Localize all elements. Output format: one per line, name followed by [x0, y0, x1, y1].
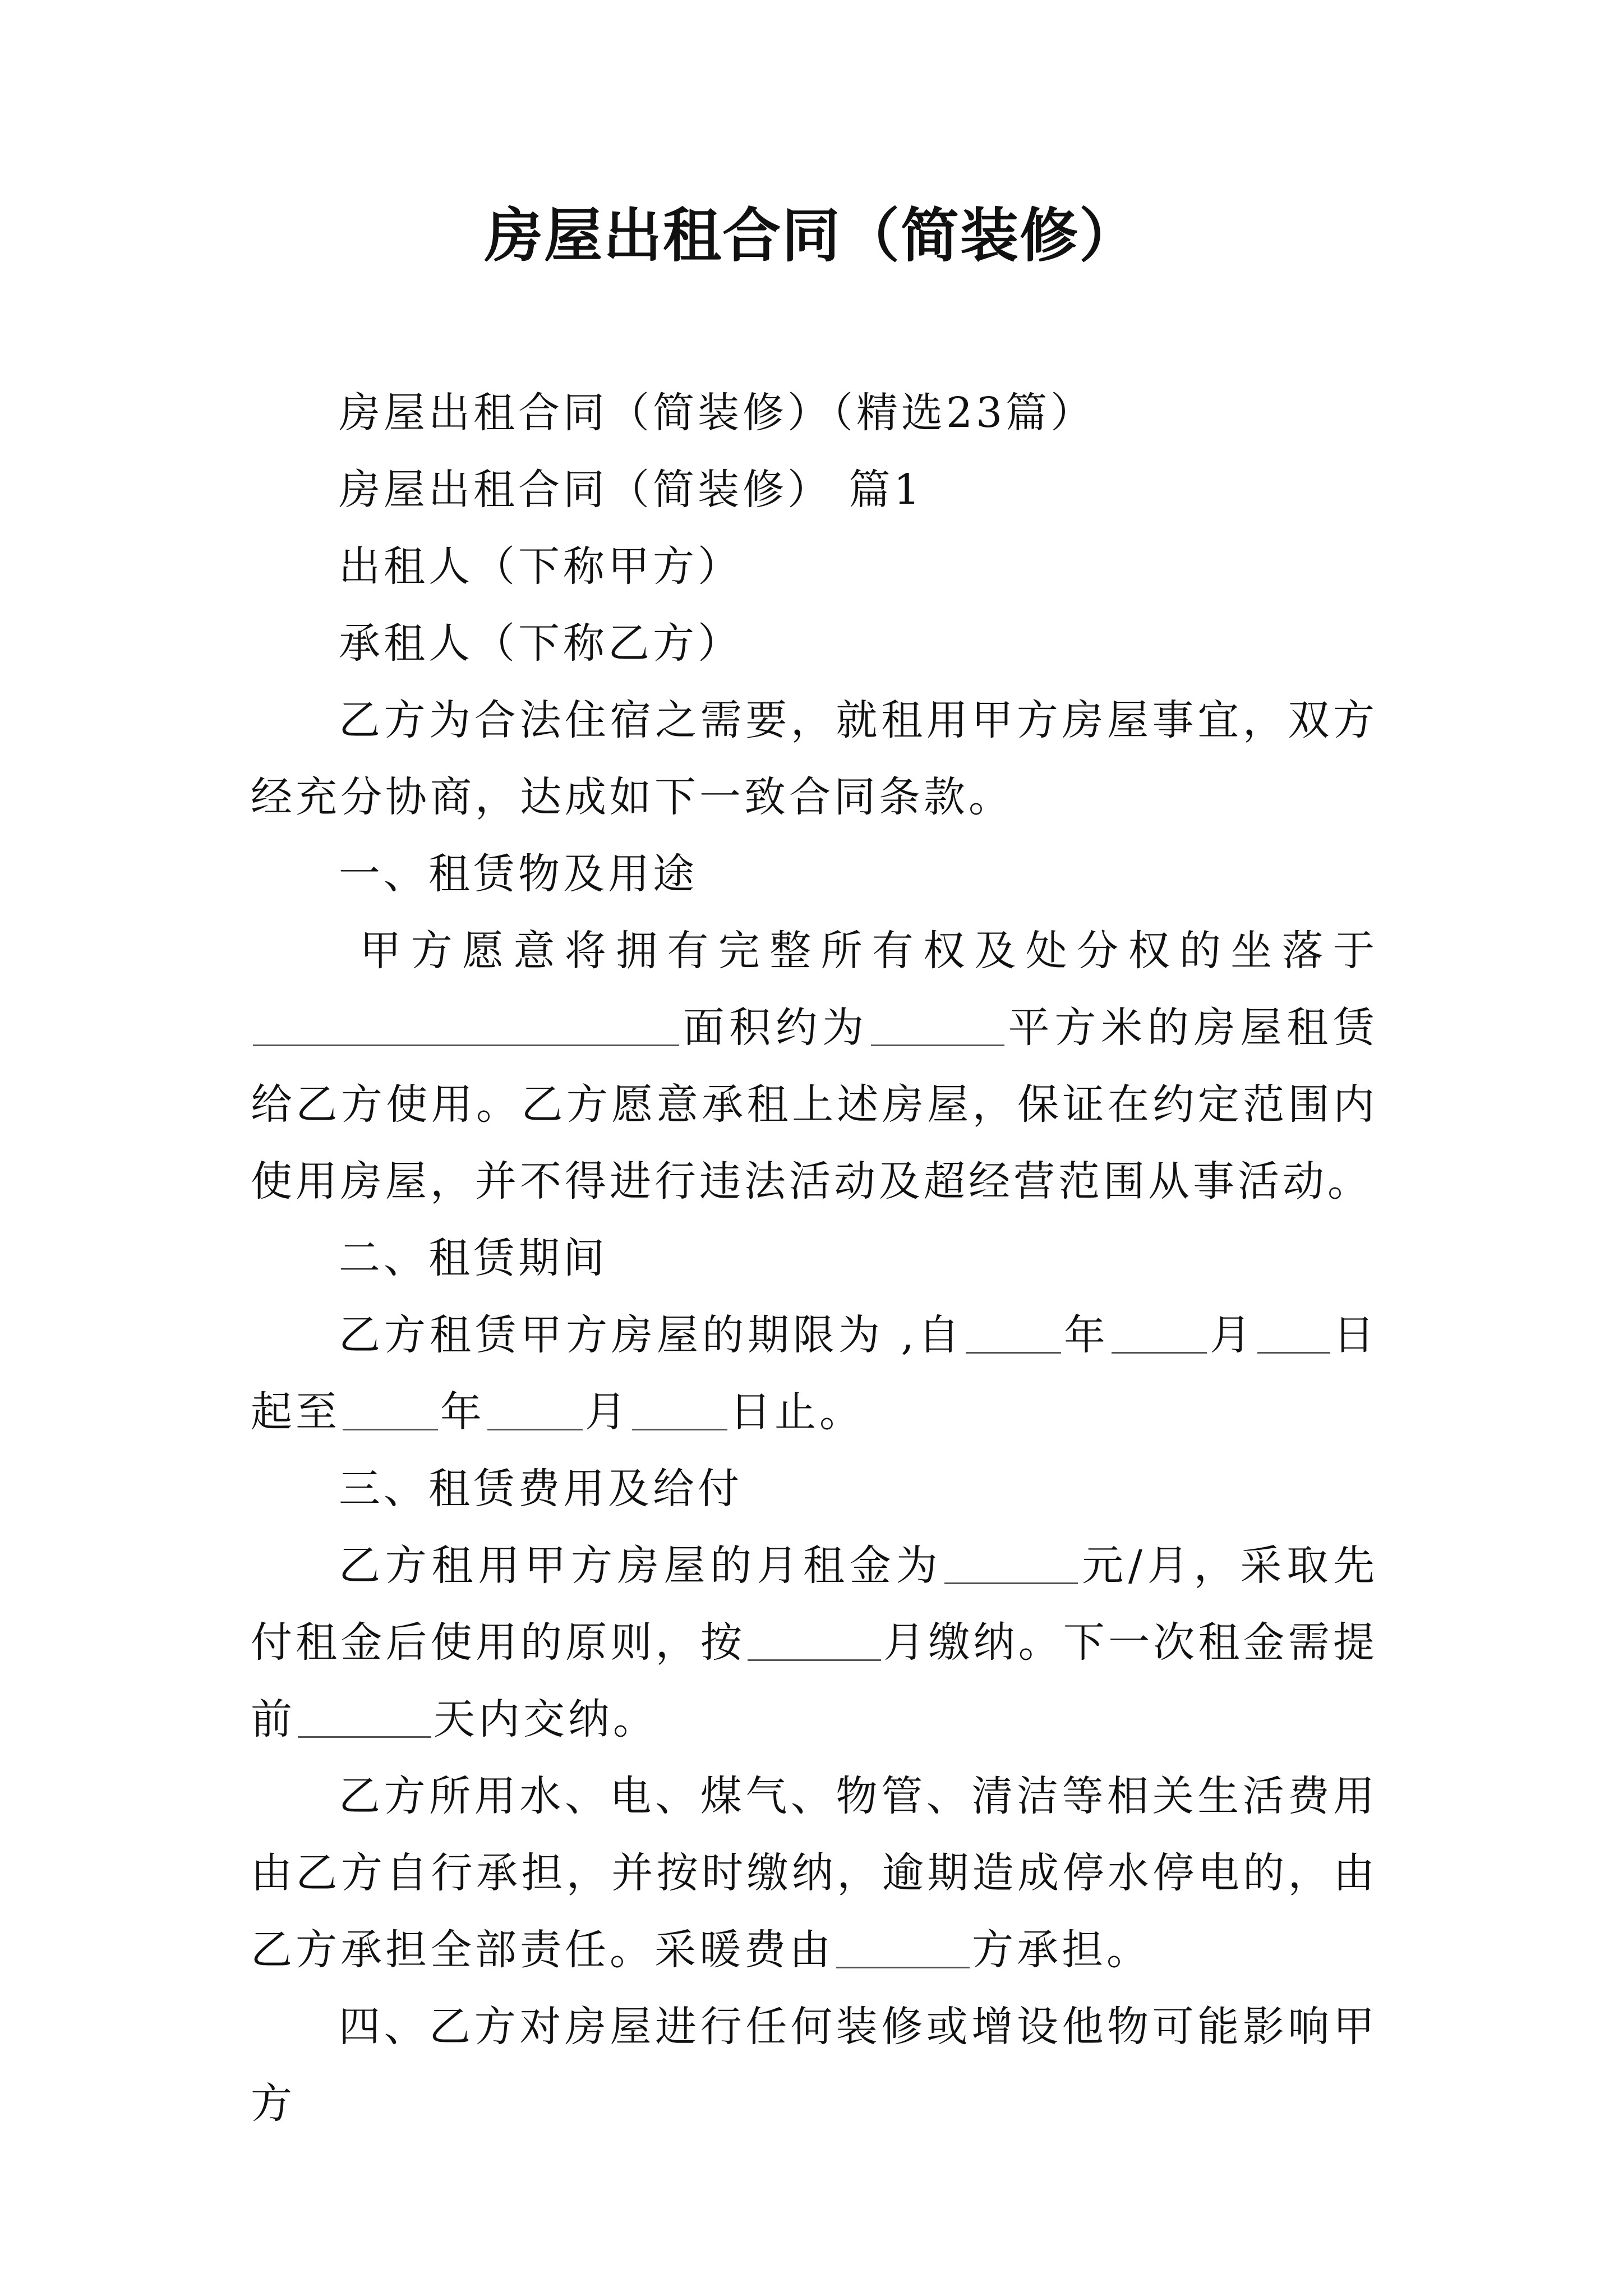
blank-advance-days[interactable]: [298, 1695, 431, 1738]
paragraph-lessor: 出租人（下称甲方）: [339, 542, 743, 591]
blank-start-day[interactable]: [1257, 1310, 1330, 1354]
paragraph-lessee: 承租人（下称乙方）: [339, 619, 743, 668]
blank-end-month[interactable]: [487, 1387, 583, 1430]
paragraph-clause-3-rent: 乙方租用甲方房屋的月租金为 元/月，采取先付租金后使用的原则，按 月缴纳。下一次租金需提前 天内交纳。: [251, 1542, 1378, 1743]
blank-address[interactable]: [253, 1003, 679, 1046]
heading-clause-3: 三、租赁费用及给付: [339, 1465, 743, 1513]
blank-end-year[interactable]: [343, 1387, 438, 1430]
blank-start-year[interactable]: [966, 1310, 1061, 1354]
paragraph-clause-2: 乙方租赁甲方房屋的期限为 ,自 年 月 日起至 年 月 日止。: [251, 1311, 1378, 1436]
blank-heating-party[interactable]: [836, 1925, 970, 1968]
blank-end-day[interactable]: [632, 1387, 727, 1430]
blank-start-month[interactable]: [1112, 1310, 1207, 1354]
document-body: [251, 375, 1378, 2142]
document-title: 房屋出租合同（简装修）: [484, 201, 1138, 270]
blank-area[interactable]: [871, 1003, 1004, 1046]
paragraph-preamble: 乙方为合法住宿之需要，就租用甲方房屋事宜，双方经充分协商，达成如下一致合同条款。: [251, 696, 1378, 821]
paragraph-subtitle: 房屋出租合同（简装修）（精选23篇）: [339, 389, 1096, 437]
blank-monthly-rent[interactable]: [944, 1541, 1078, 1584]
heading-clause-2: 二、租赁期间: [339, 1234, 608, 1282]
paragraph-section-heading: 房屋出租合同（简装修） 篇1: [339, 466, 924, 514]
heading-clause-4: 四、乙方对房屋进行任何装修或增设他物可能影响甲方: [251, 2003, 1378, 2128]
paragraph-clause-3-utilities: 乙方所用水、电、煤气、物管、清洁等相关生活费用由乙方自行承担，并按时缴纳，逾期造成停水停电的，由乙方承担全部责任。采暖费由 方承担。: [251, 1772, 1378, 1974]
heading-clause-1: 一、租赁物及用途: [339, 850, 698, 898]
paragraph-clause-1: 甲方愿意将拥有完整所有权及处分权的坐落于面积约为 平方米的房屋租赁给乙方使用。乙方愿意承租上述房屋，保证在约定范围内使用房屋，并不得进行违法活动及超经营范围从事活动。: [251, 927, 1378, 1205]
blank-payment-months[interactable]: [748, 1618, 881, 1661]
